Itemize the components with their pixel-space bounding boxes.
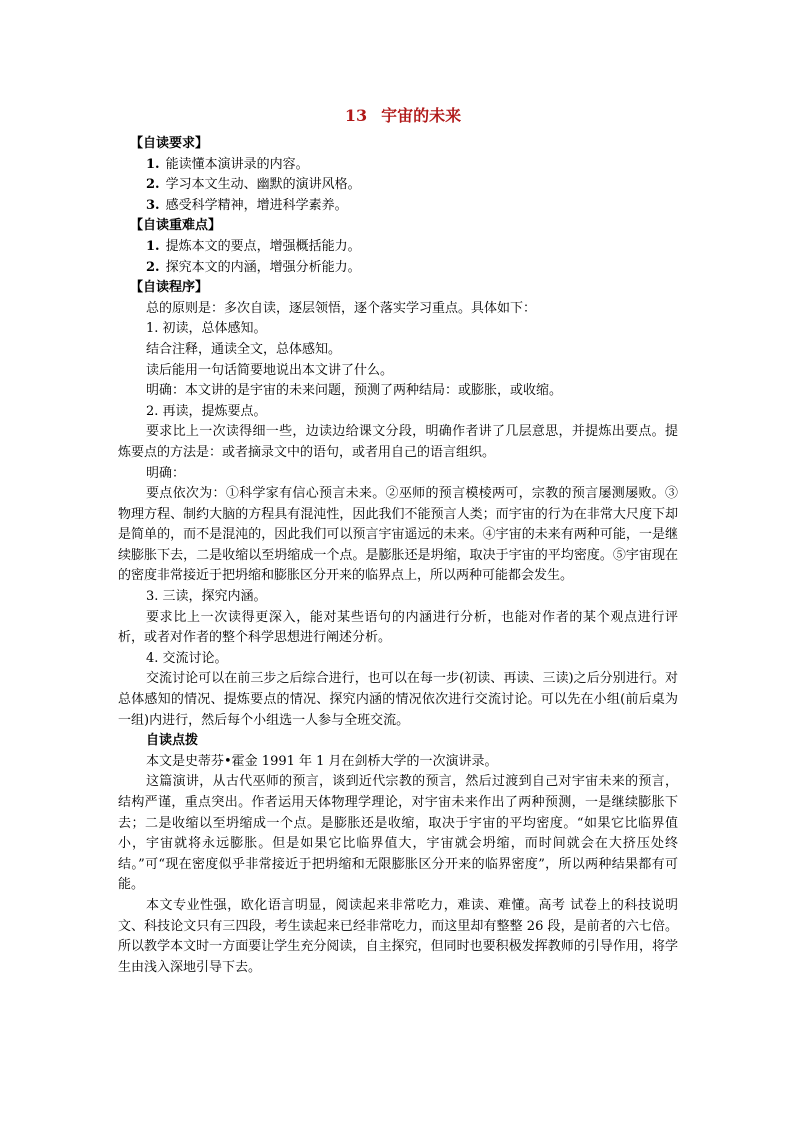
paragraph: 要求比上一次读得细一些，边读边给课文分段，明确作者讲了几层意思，并提炼出要点。提炼要点的方法是：或者摘录文中的语句，或者用自己的语言组织。: [118, 424, 678, 460]
list-item: 1. 提炼本文的要点，增强概括能力。: [146, 238, 361, 254]
lesson-title: 宇宙的未来: [381, 106, 462, 125]
text-line: 结合注释，通读全文，总体感知。: [146, 341, 342, 357]
section-heading-guidance: 自读点拨: [146, 733, 199, 749]
section-heading-procedure: 【自读程序】: [130, 280, 209, 296]
document-page: [118, 104, 678, 978]
paragraph: 要求比上一次读得更深入，能对某些语句的内涵进行分析，也能对作者的某个观点进行评析，或者对作者的整个科学思想进行阐述分析。: [118, 609, 678, 646]
text-line: 2. 再读，提炼要点。: [146, 403, 267, 419]
paragraph: 本文专业性强，欧化语言明显，阅读起来非常吃力，难读、难懂。高考 试卷上的科技说明文、科技论文只有三四段，考生读起来已经非常吃力，而这里却有整整 26 段，是前者的六七倍。所以教学本文时一方面要让学生充分阅读，自主探究，但同时也要积极发挥教师的引导作用，将学生由浅入深地引导下去。: [118, 897, 678, 975]
list-item: 2. 学习本文生动、幽默的演讲风格。: [146, 177, 361, 193]
paragraph: 3. 三读，探究内涵。: [146, 589, 267, 605]
text-line: 总的原则是：多次自读，逐层领悟，逐个落实学习重点。具体如下：: [146, 300, 537, 316]
section-heading-requirements: 【自读要求】: [130, 136, 209, 151]
paragraph: 明确：: [146, 465, 186, 481]
page-title: [118, 104, 678, 128]
paragraph: 这篇演讲，从古代巫师的预言，谈到近代宗教的预言，然后过渡到自己对宇宙未来的预言，结构严谨，重点突出。作者运用天体物理学理论，对宇宙未来作出了两种预测，一是继续膨胀下去；二是收缩以至坍缩成一个点。是膨胀还是收缩，取决于宇宙的平均密度。“如果它比临界值小，宇宙就将永远膨胀。但是如果它比临界值大，宇宙就会坍缩，而时间就会在大挤压处终结。”可“现在密度似乎非常接近于把坍缩和无限膨胀区分开来的临界密度”，所以两种结果都有可能。: [118, 774, 678, 893]
text-line: 明确：本文讲的是宇宙的未来问题，预测了两种结局：或膨胀，或收缩。: [146, 383, 563, 399]
list-item: 2. 探究本文的内涵，增强分析能力。: [146, 259, 361, 275]
paragraph: 交流讨论可以在前三步之后综合进行，也可以在每一步(初读、再读、三读)之后分别进行。对总体感知的情况、提炼要点的情况、探究内涵的情况依次进行交流讨论。可以先在小组(前后桌为一组)内进行，然后每个小组选一人参与全班交流。: [118, 671, 678, 728]
paragraph: 本文是史蒂芬•霍金 1991 年 1 月在剑桥大学的一次演讲录。: [146, 753, 498, 769]
list-item: 1. 能读懂本演讲录的内容。: [146, 156, 309, 172]
lesson-number: 13: [344, 106, 368, 125]
text-line: 1. 初读，总体感知。: [146, 321, 267, 337]
paragraph: 要点依次为：①科学家有信心预言未来。②巫师的预言模棱两可，宗教的预言屡测屡败。③物理方程、制约大脑的方程具有混沌性，因此我们不能预言人类；而宇宙的行为在非常大尺度下却是简单的，而不是混沌的，因此我们可以预言宇宙遥远的未来。④宇宙的未来有两种可能，一是继续膨胀下去，二是收缩以至坍缩成一个点。是膨胀还是坍缩，取决于宇宙的平均密度。⑤宇宙现在的密度非常接近于把坍缩和膨胀区分开来的临界点上，所以两种可能都会发生。: [118, 486, 678, 584]
text-line: 读后能用一句话简要地说出本文讲了什么。: [146, 362, 394, 378]
section-heading-key-points: 【自读重难点】: [130, 218, 222, 234]
paragraph: 4. 交流讨论。: [146, 650, 228, 666]
list-item: 3. 感受科学精神，增进科学素养。: [146, 197, 348, 213]
